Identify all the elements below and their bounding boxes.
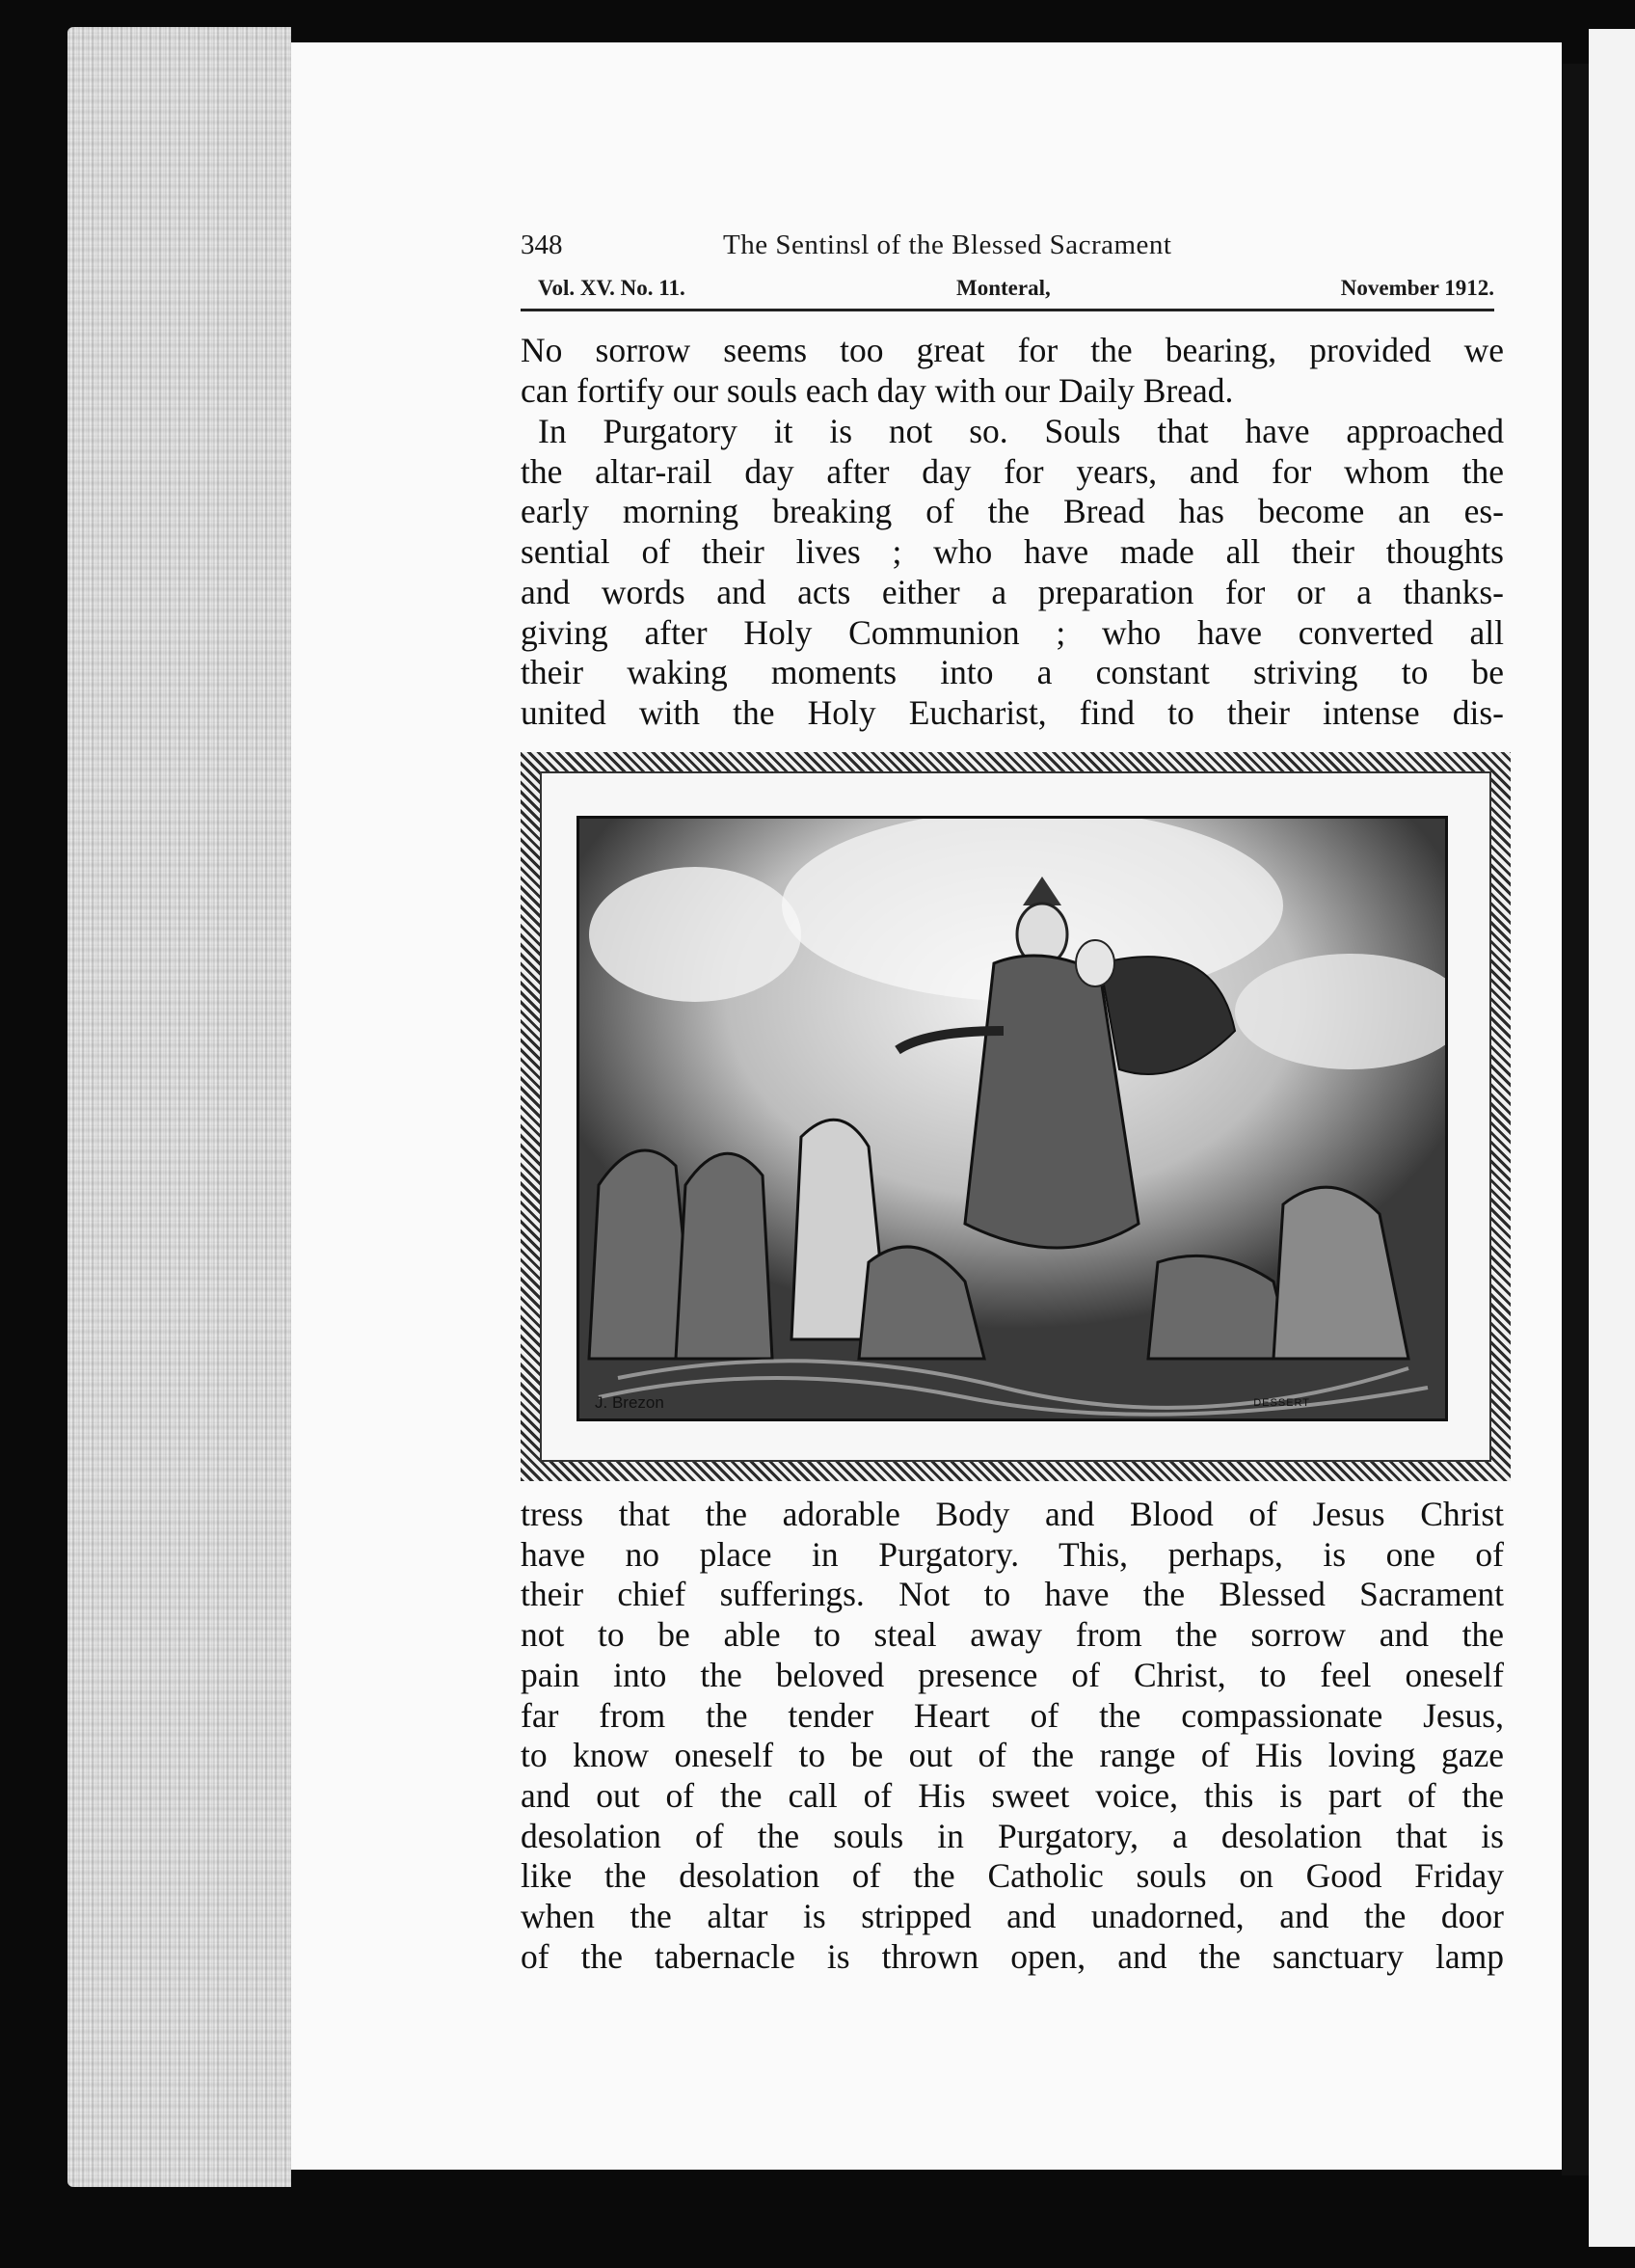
text-line: desolation of the souls in Purgatory, a desolation that is (521, 1816, 1504, 1855)
text-line: far from the tender Heart of the compassionate Jesus, (521, 1695, 1504, 1735)
text-line: pain into the beloved presence of Christ, to feel oneself (521, 1655, 1504, 1694)
page-number: 348 (521, 230, 563, 260)
text-line: their chief sufferings. Not to have the Blessed Sacrament (521, 1575, 1504, 1614)
text-line: when the altar is stripped and unadorned, and the door (521, 1897, 1504, 1936)
text-line: tress that the adorable Body and Blood of Jesus Christ (521, 1495, 1504, 1533)
text-line: not to be able to steal away from the sorrow and the (521, 1615, 1504, 1655)
text-line: and out of the call of His sweet voice, this is part of the (521, 1775, 1504, 1815)
illustration-madonna-purgatory (576, 816, 1448, 1421)
text-line: of the tabernacle is thrown open, and the sanctuary lamp (521, 1936, 1504, 1976)
text-line: like the desolation of the Catholic souls on Good Friday (521, 1856, 1504, 1896)
illustration-signature-left: J. Brezon (595, 1393, 664, 1412)
text-line: can fortify our souls each day with our Daily Bread. (521, 370, 1234, 410)
text-line: In Purgatory it is not so. Souls that have approached (538, 412, 1504, 450)
text-line: giving after Holy Communion ; who have converted all (521, 612, 1504, 652)
engraving-image (579, 819, 1445, 1418)
book-page-edges (67, 27, 291, 2187)
running-header (521, 230, 1494, 305)
book-gutter-shadow (1562, 64, 1589, 2175)
text-line: the altar-rail day after day for years, and for whom the (521, 451, 1504, 491)
illustration-signature-right: DESSERT (1253, 1397, 1310, 1409)
header-rule (521, 309, 1494, 311)
text-line: to know oneself to be out of the range of His loving gaze (521, 1736, 1504, 1775)
publication-city: Monteral, (956, 276, 1051, 300)
volume-issue: Vol. XV. No. 11. (538, 276, 685, 300)
text-line: and words and acts either a preparation for or a thanks- (521, 572, 1504, 611)
facing-page-sliver (1589, 29, 1635, 2247)
publication-title: The Sentinsl of the Blessed Sacrament (723, 230, 1172, 260)
publication-date: November 1912. (1340, 276, 1494, 300)
text-line: No sorrow seems too great for the bearing, provided we (521, 331, 1504, 369)
text-line: their waking moments into a constant striving to be (521, 653, 1504, 692)
text-line: united with the Holy Eucharist, find to their intense dis- (521, 692, 1504, 732)
text-line: early morning breaking of the Bread has become an es- (521, 492, 1504, 531)
text-line: have no place in Purgatory. This, perhaps, is one of (521, 1534, 1504, 1574)
paragraph-3 (521, 1495, 1504, 1977)
text-line: sential of their lives ; who have made all their thoughts (521, 532, 1504, 572)
paragraph-1 (521, 331, 1504, 411)
paragraph-2 (521, 412, 1504, 734)
